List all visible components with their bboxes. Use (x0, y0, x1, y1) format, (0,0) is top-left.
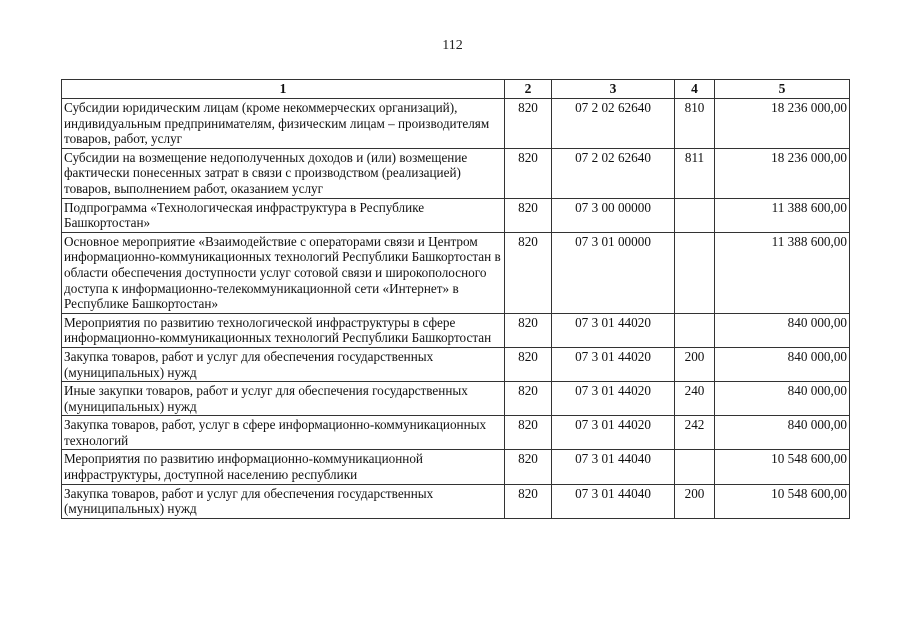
row-name: Закупка товаров, работ и услуг для обеспечения государственных (муниципальных) нужд (62, 347, 505, 381)
table-row (62, 347, 850, 381)
row-target-article: 07 3 01 44020 (552, 347, 675, 381)
row-target-article: 07 3 01 44040 (552, 484, 675, 518)
row-target-article: 07 2 02 62640 (552, 99, 675, 149)
table-row (62, 148, 850, 198)
table-row (62, 198, 850, 232)
row-ministry-code: 820 (505, 382, 552, 416)
row-target-article: 07 2 02 62640 (552, 148, 675, 198)
table-row (62, 450, 850, 484)
row-amount: 840 000,00 (715, 416, 850, 450)
row-name: Мероприятия по развитию информационно-коммуникационной инфраструктуры, доступной населению республики (62, 450, 505, 484)
table-row (62, 99, 850, 149)
row-amount: 18 236 000,00 (715, 99, 850, 149)
row-amount: 11 388 600,00 (715, 198, 850, 232)
row-expense-type (675, 232, 715, 313)
page-number: 112 (442, 38, 463, 53)
row-name: Мероприятия по развитию технологической инфраструктуры в сфере информационно-коммуникационных технологий Республики Башкортостан (62, 313, 505, 347)
row-amount: 840 000,00 (715, 347, 850, 381)
column-header-ministry: 2 (505, 80, 552, 99)
row-name: Субсидии юридическим лицам (кроме некоммерческих организаций), индивидуальным предпринимателям, физическим лицам – производителям товаров, работ, услуг (62, 99, 505, 149)
row-expense-type (675, 313, 715, 347)
row-amount: 11 388 600,00 (715, 232, 850, 313)
row-ministry-code: 820 (505, 450, 552, 484)
row-expense-type: 240 (675, 382, 715, 416)
row-expense-type (675, 450, 715, 484)
row-target-article: 07 3 01 44020 (552, 382, 675, 416)
table-row (62, 416, 850, 450)
row-expense-type: 810 (675, 99, 715, 149)
row-ministry-code: 820 (505, 484, 552, 518)
row-target-article: 07 3 01 44020 (552, 313, 675, 347)
row-expense-type: 242 (675, 416, 715, 450)
row-target-article: 07 3 00 00000 (552, 198, 675, 232)
row-ministry-code: 820 (505, 313, 552, 347)
row-expense-type: 200 (675, 484, 715, 518)
row-name: Подпрограмма «Технологическая инфраструктура в Республике Башкортостан» (62, 198, 505, 232)
row-expense-type (675, 198, 715, 232)
row-target-article: 07 3 01 00000 (552, 232, 675, 313)
table-row (62, 382, 850, 416)
table-header-row (62, 80, 850, 99)
row-target-article: 07 3 01 44020 (552, 416, 675, 450)
column-header-name: 1 (62, 80, 505, 99)
row-ministry-code: 820 (505, 99, 552, 149)
column-header-amount: 5 (715, 80, 850, 99)
row-name: Основное мероприятие «Взаимодействие с операторами связи и Центром информационно-коммуникационных технологий Республики Башкортостан в области обеспечения доступности услуг сотовой связи и широкополосного доступа к информационно-телекоммуникационной сети «Интернет» в Республике Башкортостан» (62, 232, 505, 313)
row-amount: 840 000,00 (715, 382, 850, 416)
row-name: Иные закупки товаров, работ и услуг для обеспечения государственных (муниципальных) нужд (62, 382, 505, 416)
budget-table (61, 79, 850, 519)
column-header-expense-type: 4 (675, 80, 715, 99)
row-expense-type: 811 (675, 148, 715, 198)
column-header-target-article: 3 (552, 80, 675, 99)
row-amount: 10 548 600,00 (715, 450, 850, 484)
row-name: Закупка товаров, работ, услуг в сфере информационно-коммуникационных технологий (62, 416, 505, 450)
row-name: Субсидии на возмещение недополученных доходов и (или) возмещение фактически понесенных затрат в связи с производством (реализацией) товаров, выполнением работ, оказанием услуг (62, 148, 505, 198)
row-expense-type: 200 (675, 347, 715, 381)
row-target-article: 07 3 01 44040 (552, 450, 675, 484)
table-row (62, 313, 850, 347)
row-ministry-code: 820 (505, 347, 552, 381)
row-amount: 18 236 000,00 (715, 148, 850, 198)
table-row (62, 232, 850, 313)
row-ministry-code: 820 (505, 198, 552, 232)
table-row (62, 484, 850, 518)
row-amount: 840 000,00 (715, 313, 850, 347)
row-ministry-code: 820 (505, 232, 552, 313)
row-ministry-code: 820 (505, 416, 552, 450)
row-name: Закупка товаров, работ и услуг для обеспечения государственных (муниципальных) нужд (62, 484, 505, 518)
row-ministry-code: 820 (505, 148, 552, 198)
row-amount: 10 548 600,00 (715, 484, 850, 518)
